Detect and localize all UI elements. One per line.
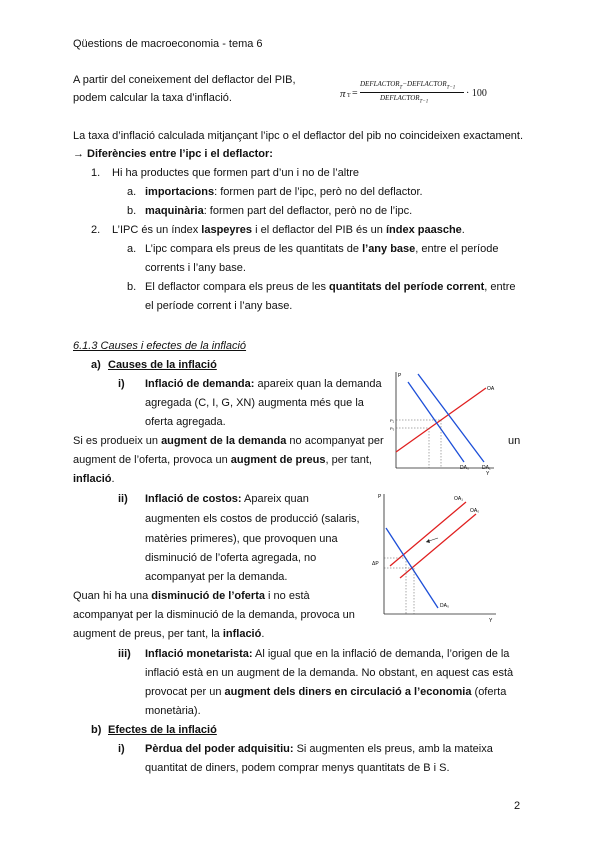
graph1-da1-curve bbox=[418, 374, 484, 462]
formula-times-100: · 100 bbox=[466, 88, 487, 99]
cost-inflation-graph bbox=[370, 488, 500, 624]
cause-ii-line-4: disminució de l’oferta agregada, no bbox=[145, 552, 317, 564]
demand-para-line-3: inflació. bbox=[73, 473, 115, 485]
differences-title: → Diferències entre l’ipc i el deflactor: bbox=[73, 148, 273, 160]
graph2-oa0-curve bbox=[400, 514, 476, 578]
cause-ii-line-2: augmenten els costos de producció (salaris, bbox=[145, 513, 360, 525]
diff-item-1: 1. Hi ha productes que formen part d’un i no de l’altre bbox=[91, 167, 360, 179]
formula-pi-sub: T bbox=[347, 93, 351, 99]
cause-iii-line-2: inflació està en un augment de la demanda. No obstant, en aquest cas està bbox=[145, 667, 514, 679]
graph1-p1-label: P₁ bbox=[390, 418, 395, 423]
demand-inflation-graph bbox=[390, 368, 500, 478]
effect-i-label: i) bbox=[118, 743, 125, 755]
diff-item-2b: b. El deflactor compara els preus de les quantitats del període corrent, entre bbox=[127, 281, 516, 293]
cause-i-line-2: agregada (C, I, G, XN) augmenta més que la bbox=[145, 397, 364, 409]
intro-line-1: A partir del coneixement del deflactor del PIB, bbox=[73, 74, 296, 86]
paragraph-ipc: La taxa d’inflació calculada mitjançant l’ipc o el deflactor del pib no coincideixen exactament. bbox=[73, 130, 524, 142]
graph2-oa1-curve bbox=[390, 502, 466, 566]
cause-i-label: i) bbox=[118, 378, 125, 390]
inflation-formula bbox=[340, 78, 490, 112]
graph2-shift-arrowhead bbox=[426, 539, 430, 543]
graph1-p0-label: P₀ bbox=[390, 426, 395, 431]
section-a-heading: a) Causes de la inflació bbox=[91, 359, 217, 371]
diff-item-2: 2. L’IPC és un índex laspeyres i el deflactor del PIB és un índex paasche. bbox=[91, 224, 465, 236]
graph1-oa-label: OA bbox=[487, 386, 495, 392]
diff-item-2b-line2: el període corrent i l’any base. bbox=[145, 300, 293, 312]
demand-para-line-1-end: un bbox=[508, 435, 521, 447]
cause-ii-label: ii) bbox=[118, 493, 128, 505]
formula-denominator: $DEFLACTOR_{T-1}$ bbox=[380, 94, 429, 105]
intro-line-2: podem calcular la taxa d’inflació. bbox=[73, 92, 232, 104]
graph2-dp-label: ΔP bbox=[372, 561, 379, 567]
formula-fraction-bar bbox=[360, 92, 464, 93]
diff-item-1b: b. maquinària: formen part del deflactor, però no de l’ipc. bbox=[127, 205, 413, 217]
supply-para-line-1: Quan hi ha una disminució de l’oferta i no està bbox=[73, 590, 310, 602]
section-b-heading: b) Efectes de la inflació bbox=[91, 724, 217, 736]
cause-iii-label: iii) bbox=[118, 648, 131, 660]
effect-i-line-2: quantitat de diners, podem comprar menys quantitats de B i S. bbox=[145, 762, 450, 774]
supply-para-line-3: augment de preus, per tant, la inflació. bbox=[73, 628, 265, 640]
supply-para-line-2: acompanyat per la disminució de la demanda, provoca un bbox=[73, 609, 355, 621]
cause-iii-line-4: monetària). bbox=[145, 705, 201, 717]
cause-iii-line-3: provocat per un augment dels diners en circulació a l’economia (oferta bbox=[145, 686, 507, 698]
cause-ii-line-1: Inflació de costos: Apareix quan bbox=[145, 493, 309, 505]
graph2-oa1-label: OA₁ bbox=[454, 496, 463, 502]
effect-i-line-1: Pèrdua del poder adquisitiu: Si augmenten els preus, amb la mateixa bbox=[145, 743, 493, 755]
section-title: 6.1.3 Causes i efectes de la inflació bbox=[73, 340, 247, 352]
cause-ii-line-5: acompanyat per la demanda. bbox=[145, 571, 288, 583]
cause-i-line-1: Inflació de demanda: apareix quan la demanda bbox=[145, 378, 382, 390]
diff-item-2a: a. L’ipc compara els preus de les quantitats de l’any base, entre el període bbox=[127, 243, 499, 255]
graph2-oa0-label: OA₀ bbox=[470, 508, 480, 514]
cause-i-line-3: oferta agregada. bbox=[145, 416, 226, 428]
formula-eq: = bbox=[352, 88, 358, 99]
graph1-y-label: Y bbox=[486, 471, 490, 477]
formula-pi: π bbox=[340, 88, 346, 100]
cause-ii-line-3: matèries primeres), que provoquen una bbox=[145, 533, 338, 545]
demand-para-line-2: augment de l’oferta, provoca un augment de preus, per tant, bbox=[73, 454, 372, 466]
page-header: Qüestions de macroeconomia - tema 6 bbox=[73, 38, 263, 50]
cause-iii-line-1: Inflació monetarista: Al igual que en la inflació de demanda, l’origen de la bbox=[145, 648, 510, 660]
demand-para-line-1: Si es produeix un augment de la demanda no acompanyat per bbox=[73, 435, 384, 447]
diff-item-2a-line2: corrents i l’any base. bbox=[145, 262, 246, 274]
graph2-y-label: Y bbox=[489, 618, 493, 624]
graph1-p-label: P bbox=[398, 373, 402, 379]
diff-item-1a: a. importacions: formen part de l’ipc, però no del deflactor. bbox=[127, 186, 423, 198]
graph1-da1-label: DA₁ bbox=[482, 465, 491, 471]
graph1-da0-curve bbox=[408, 382, 464, 462]
formula-numerator: $DEFLACTOR_T-DEFLACTOR_{T-1}$ bbox=[360, 80, 456, 91]
graph2-da0-label: DA₀ bbox=[440, 603, 450, 609]
graph1-da0-label: DA₀ bbox=[460, 465, 470, 471]
page-number: 2 bbox=[514, 800, 521, 812]
graph2-p-label: P bbox=[378, 494, 382, 500]
